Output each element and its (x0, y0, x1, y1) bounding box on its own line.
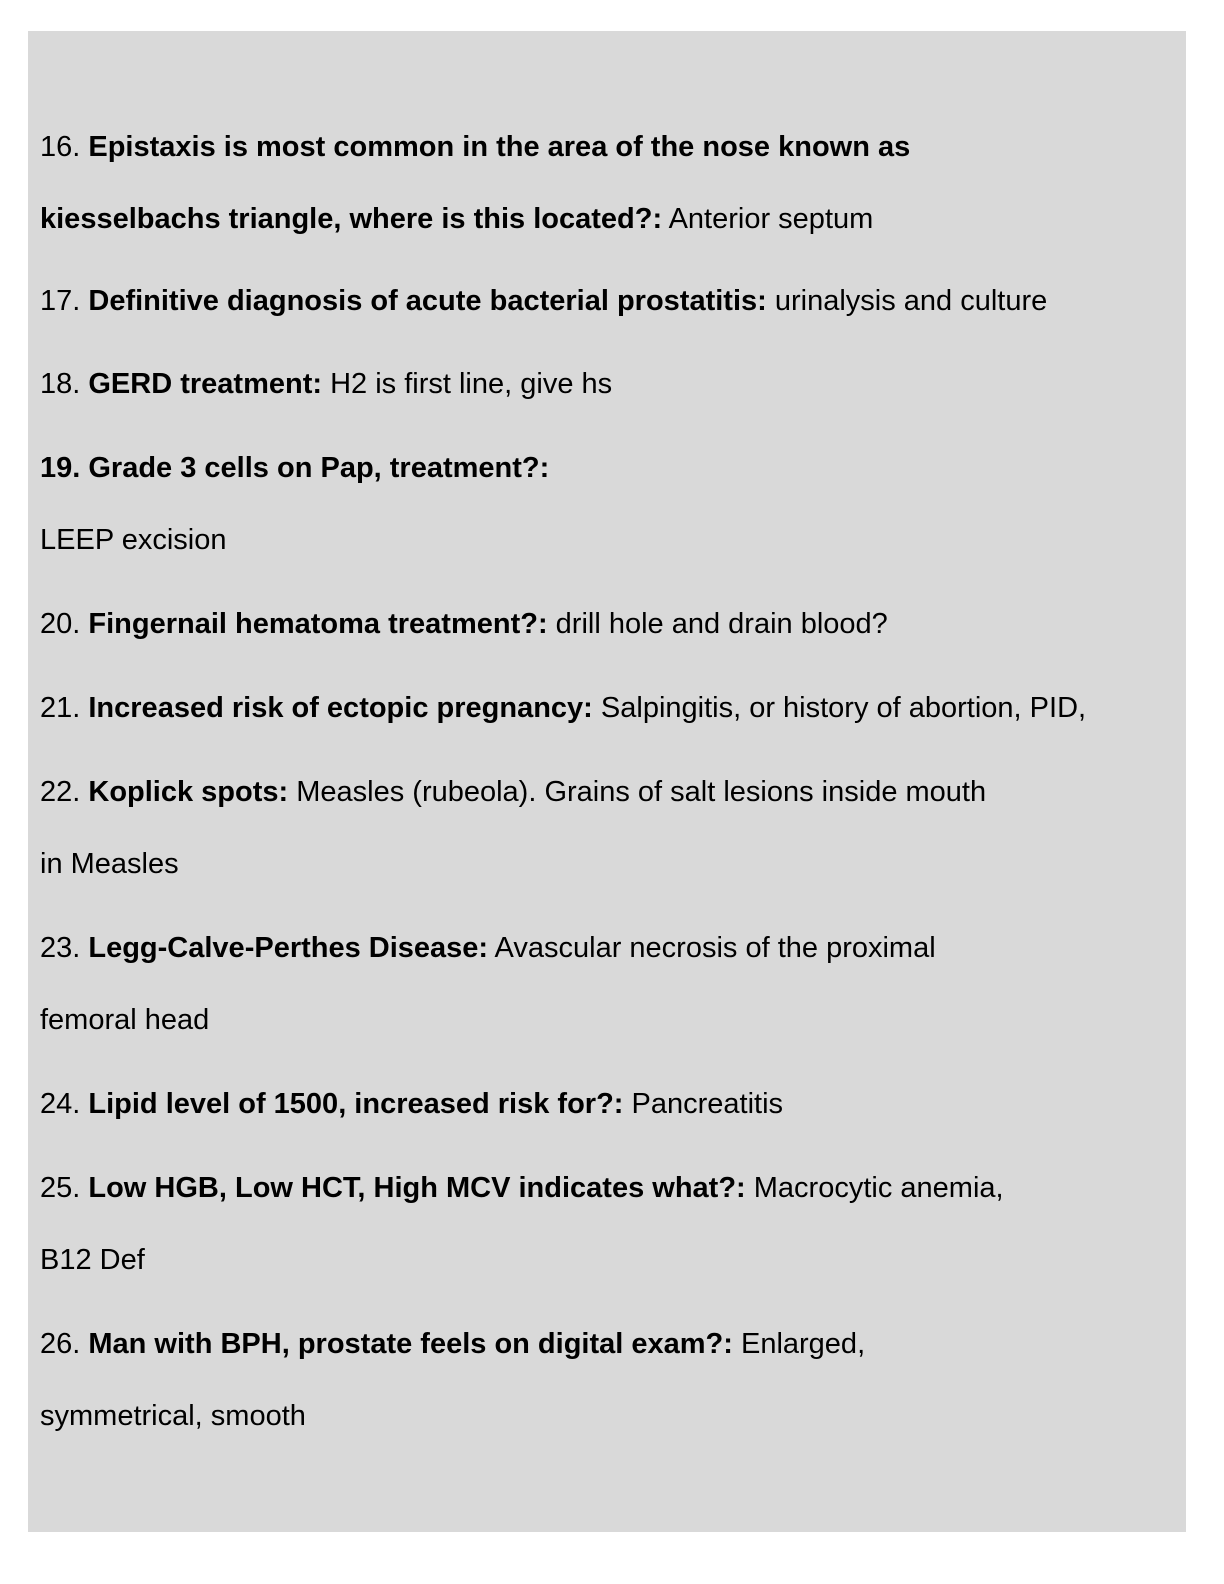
document-page (28, 31, 1186, 1532)
item-20 (40, 606, 888, 642)
answer-text: LEEP excision (40, 524, 227, 556)
answer-text: drill hole and drain blood? (547, 608, 888, 640)
answer-text: urinalysis and culture (766, 285, 1048, 317)
item-number: 24. (40, 1088, 89, 1120)
item-number: 20. (40, 608, 89, 640)
question-text: Increased risk of ectopic pregnancy: (88, 692, 593, 724)
question-text: Fingernail hematoma treatment?: (88, 608, 548, 640)
item-number: 17. (40, 285, 89, 317)
question-text: Low HGB, Low HCT, High MCV indicates what?: (88, 1172, 746, 1204)
answer-text: Avascular necrosis of the proximal (488, 932, 936, 964)
item-number: 23. (40, 932, 89, 964)
question-text: Man with BPH, prostate feels on digital exam?: (88, 1328, 733, 1360)
item-number: 25. (40, 1172, 89, 1204)
item-21 (40, 690, 1086, 726)
answer-text: Measles (rubeola). Grains of salt lesions inside mouth (288, 776, 987, 808)
item-16-line-1 (40, 129, 910, 165)
item-number: 22. (40, 776, 89, 808)
item-19-line-1 (40, 450, 549, 486)
item-17 (40, 283, 1047, 319)
answer-text: symmetrical, smooth (40, 1400, 306, 1432)
item-number: 21. (40, 692, 89, 724)
question-text: 19. Grade 3 cells on Pap, treatment?: (40, 452, 550, 484)
item-23-line-2 (40, 1002, 209, 1038)
question-text: Definitive diagnosis of acute bacterial prostatitis: (88, 285, 767, 317)
question-text: Legg-Calve-Perthes Disease: (88, 932, 489, 964)
question-text: kiesselbachs triangle, where is this located?: (40, 203, 663, 235)
answer-text: Pancreatitis (623, 1088, 784, 1120)
question-text: Epistaxis is most common in the area of the nose known as (88, 131, 911, 163)
answer-text: B12 Def (40, 1244, 145, 1276)
answer-text: Anterior septum (662, 203, 874, 235)
item-24 (40, 1086, 783, 1122)
answer-text: Macrocytic anemia, (745, 1172, 1004, 1204)
item-26-line-2 (40, 1398, 306, 1434)
item-number: 26. (40, 1328, 89, 1360)
item-22-line-2 (40, 846, 179, 882)
item-22-line-1 (40, 774, 986, 810)
answer-text: Enlarged, (732, 1328, 866, 1360)
question-text: Koplick spots: (88, 776, 289, 808)
answer-text: femoral head (40, 1004, 210, 1036)
item-16-line-2 (40, 201, 873, 237)
answer-text: in Measles (40, 848, 179, 880)
item-number: 16. (40, 131, 89, 163)
item-25-line-2 (40, 1242, 145, 1278)
question-text: Lipid level of 1500, increased risk for?: (88, 1088, 624, 1120)
answer-text: H2 is first line, give hs (322, 368, 613, 400)
item-25-line-1 (40, 1170, 1004, 1206)
item-19-line-2 (40, 522, 226, 558)
item-26-line-1 (40, 1326, 865, 1362)
item-18 (40, 366, 612, 402)
answer-text: Salpingitis, or history of abortion, PID, (592, 692, 1087, 724)
item-number: 18. (40, 368, 89, 400)
question-text: GERD treatment: (88, 368, 323, 400)
item-23-line-1 (40, 930, 936, 966)
